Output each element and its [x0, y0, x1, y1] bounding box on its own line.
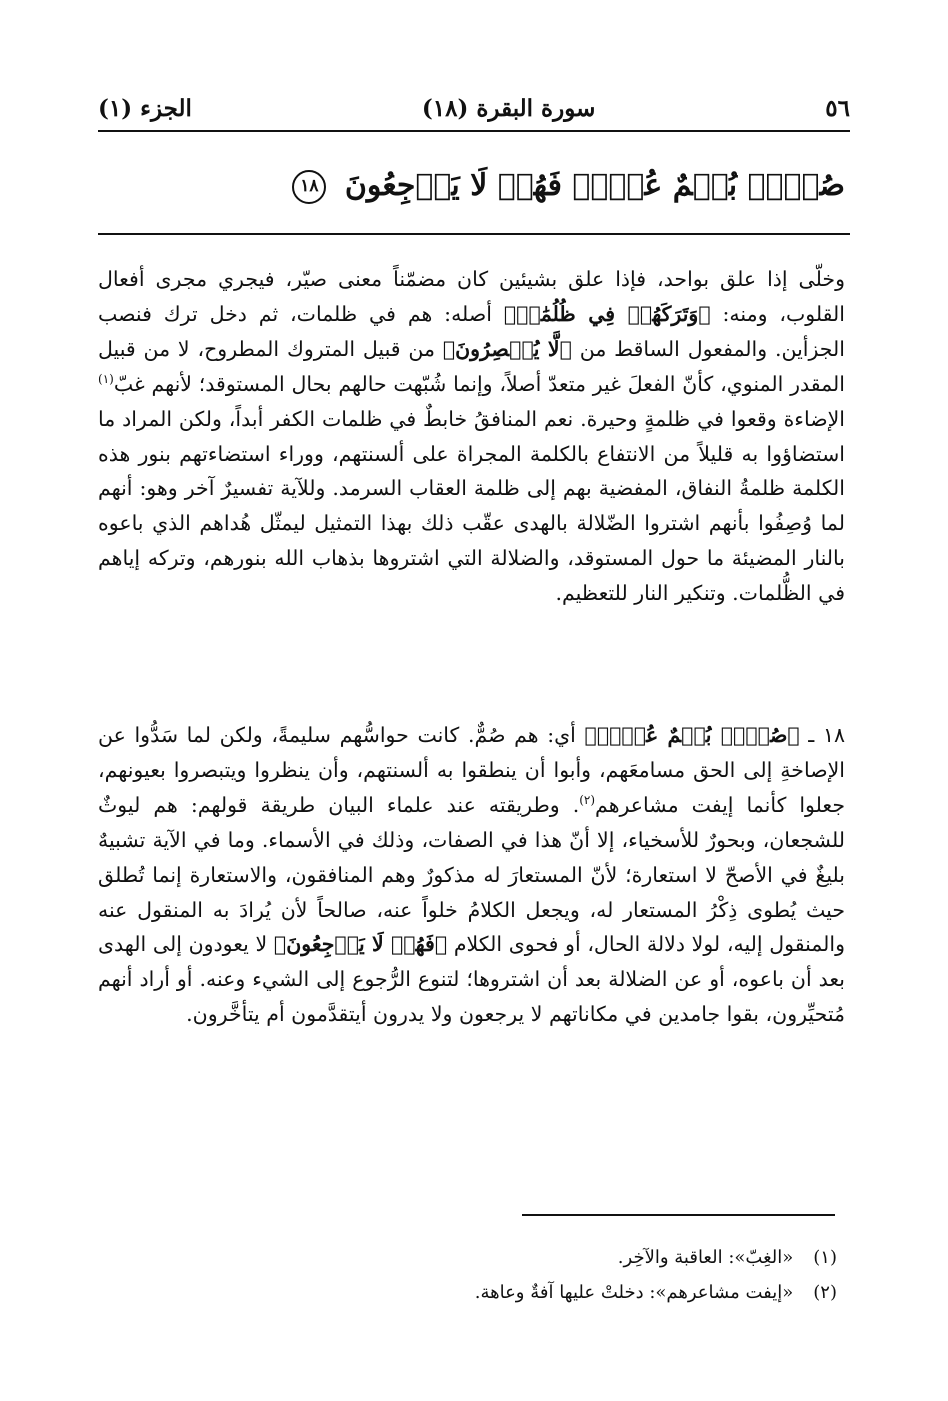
text-line: الشيء وعنه. أو أراد أنهم مُتحيِّرون، بقوا جامدين في مكاناتهم لا يرجعون [98, 967, 845, 1027]
header-rule [98, 130, 850, 132]
text-line: من قبيل المتروك [286, 336, 443, 361]
quran-verse [98, 160, 845, 212]
text-line: . وطريقته عند [446, 792, 580, 817]
text-line: المطروح، لا من قبيل المقدر المنوي، كأنّ الفعلَ غير متعدّ أصلاً، وإنما شُبّهت [98, 336, 845, 396]
text-line: الإضاءة وقعوا في ظلمةٍ وحيرة. نعم [544, 406, 845, 431]
footnote-ref: (٢) [579, 792, 596, 807]
text-line: علماء البيان طريقة قولهم: هم ليوثٌ للشجعان، وبحورٌ للأسخياء، إلا أنّ [98, 792, 845, 852]
text-line: لا استعارة؛ لأنّ المستعارَ له مذكورٌ وهم المنافقون، والاستعارة إنما تُطلق حيث [98, 862, 845, 922]
paragraph-text [98, 718, 845, 1032]
footnote-rule [522, 1214, 835, 1216]
text-line: ينظروا ويتبصروا بعيونهم، جعلوا كأنما إيفت مشاعرهم [98, 757, 845, 817]
text-line: ولا يدرون أيتقدَّمون أم يتأخَّرون. [186, 1002, 453, 1027]
text-line: أصله: هم في ظلمات، ثم دخل [209, 301, 504, 326]
verse-rule [98, 233, 850, 235]
verse-text: صُمٌّۢ بُكۡمٌ عُمۡيٞ فَهُمۡ لَا يَرۡجِعُونَ [344, 168, 845, 203]
commentary-paragraph-2 [98, 718, 845, 1032]
surah-title: سورة البقرة (١٨) [421, 94, 596, 122]
quran-quote: ﴿وَتَرَكَهُمۡ فِي ظُلُمَٰتٖ﴾ [503, 301, 711, 326]
text-line: أفعال القلوب، ومنه: [98, 267, 845, 326]
juz-label: الجزء (١) [98, 94, 192, 122]
text-line: هذا في الصفات، وذلك في الأسماء. وما في الآية تشبيهٌ بليغٌ في الأصحّ [98, 827, 845, 887]
quran-quote: ﴿لَّا يُبۡصِرُونَ﴾ [442, 336, 572, 361]
text-line: حالهم بحال المستوقد؛ لأنهم غبّ [113, 371, 387, 396]
text-line: الانتفاع بالكلمة المجراة على ألسنتهم، ووراء استضاءتهم بنور هذه الكلمة ظلمةُ [98, 441, 845, 501]
footnote-text: «إيفت مشاعرهم»: دخلتْ عليها آفةٌ وعاهة. [474, 1282, 794, 1303]
quran-quote: ﴿صُمُّۢ بُكۡمٌ عُمۡيٞ﴾ [584, 723, 800, 747]
ayah-number-marker: ١٨ [292, 170, 326, 204]
text-line: يُطوى ذِكْرُ المستعار له، ويجعل الكلامُ خلواً عنه، صالحاً لأن يُرادَ به المنقول عنه [98, 897, 797, 922]
quran-quote: ﴿فَهُمۡ لَا يَرۡجِعُونَ﴾ [273, 932, 448, 957]
text-line: لا يعودون [188, 932, 274, 957]
footnote-text: «الغِبّ»: العاقبة والآخِر. [617, 1247, 794, 1268]
footnote-ref: (١) [98, 371, 114, 386]
paragraph-text [98, 262, 845, 611]
text-line: والمنقول إليه، لولا دلالة الحال، أو فحوى الكلام [447, 932, 845, 957]
verse-number-label: ١٨ ـ [799, 723, 845, 747]
text-line: بنورهم، وتركه إياهم في الظُّلمات. وتنكير النار للتعظيم. [98, 546, 845, 606]
commentary-paragraph-1 [98, 262, 845, 611]
page-number: ٥٦ [825, 94, 850, 122]
footnote-number: (١) [813, 1247, 837, 1268]
text-line: أي: هم صُمٌّ. كانت حواسُّهم سليمةً، ولكن لما [186, 723, 585, 747]
footnotes [300, 1240, 837, 1310]
text-line: وُصِفُوا بأنهم اشتروا الضّلالة بالهدى عقّب ذلك بهذا التمثيل ليمثّل هُداهم الذي [152, 511, 813, 536]
text-line: إلى الهدى بعد أن باعوه، أو عن الضلالة بعد أن اشتروها؛ لتنوع الرُّجوع إلى [98, 932, 845, 992]
footnote-number: (٢) [813, 1282, 837, 1303]
text-line: وخلّى إذا علق بواحد، فإذا علق بشيئين كان مضمّناً معنى صيّر، فيجري مجرى [155, 267, 845, 291]
running-header [98, 88, 850, 128]
text-line: سَدُّوا عن الإصاخةِ إلى الحق مسامعَهم، وأبوا أن ينطقوا به ألسنتهم، وأن [98, 723, 845, 782]
text-line: ترك فنصب الجزأين. والمفعول الساقط من [98, 301, 845, 361]
text-line: النفاق، المفضية بهم إلى ظلمة العقاب السرمد. وللآية تفسيرٌ آخر وهو: أنهم لما [98, 476, 845, 536]
text-line: المنافقُ خابطٌ في ظلمات الكفر أبداً، ولكن المراد ما استضاؤوا به قليلاً من [98, 406, 845, 466]
text-line: باعوه بالنار المضيئة ما حول المستوقد، والضلالة التي اشتروها بذهاب الله [98, 511, 845, 571]
footnote-2 [300, 1275, 837, 1310]
footnote-1 [300, 1240, 837, 1275]
